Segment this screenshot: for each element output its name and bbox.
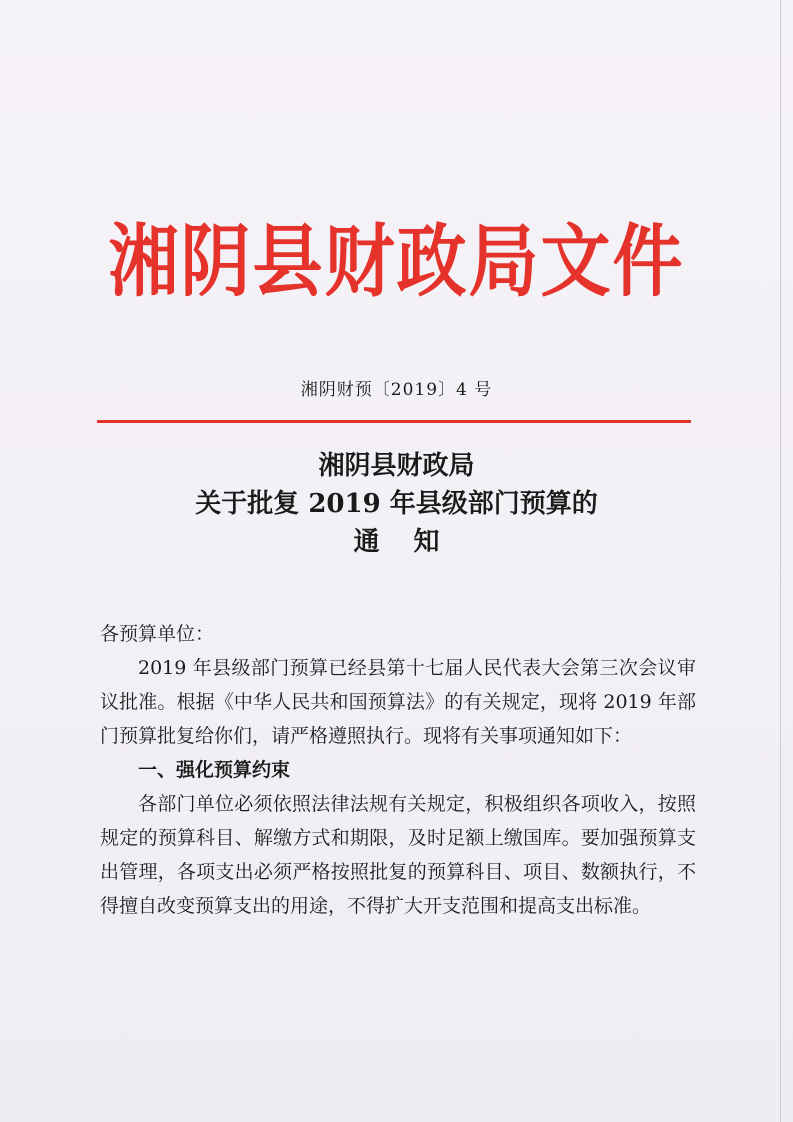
document-number: 湘阴财预〔2019〕4 号 bbox=[300, 380, 493, 400]
notice-body bbox=[100, 617, 696, 923]
title-line-2: 关于批复 2019 年县级部门预算的 bbox=[195, 489, 598, 519]
red-divider-line bbox=[97, 420, 691, 423]
document-masthead: 湘阴县财政局文件 bbox=[108, 214, 685, 308]
notice-title bbox=[0, 447, 793, 561]
paragraph-budget-constraint: 各部门单位必须依照法律法规有关规定，积极组织各项收入，按照规定的预算科目、解缴方式和期限，及时足额上缴国库。要加强预算支出管理，各项支出必须严格按照批复的预算科目、项目、数额执行，不得擅自改变预算支出的用途，不得扩大开支范围和提高支出标准。 bbox=[100, 793, 696, 917]
paragraph-intro: 2019 年县级部门预算已经县第十七届人民代表大会第三次会议审议批准。根据《中华人民共和国预算法》的有关规定，现将 2019 年部门预算批复给你们，请严格遵照执行。现将有关事项通知如下： bbox=[100, 657, 696, 747]
page-edge bbox=[780, 0, 781, 1122]
salutation: 各预算单位： bbox=[100, 623, 215, 645]
title-line-1: 湘阴县财政局 bbox=[318, 451, 475, 481]
section-heading-1: 一、强化预算约束 bbox=[138, 759, 291, 781]
title-line-3: 通知 bbox=[353, 527, 474, 557]
